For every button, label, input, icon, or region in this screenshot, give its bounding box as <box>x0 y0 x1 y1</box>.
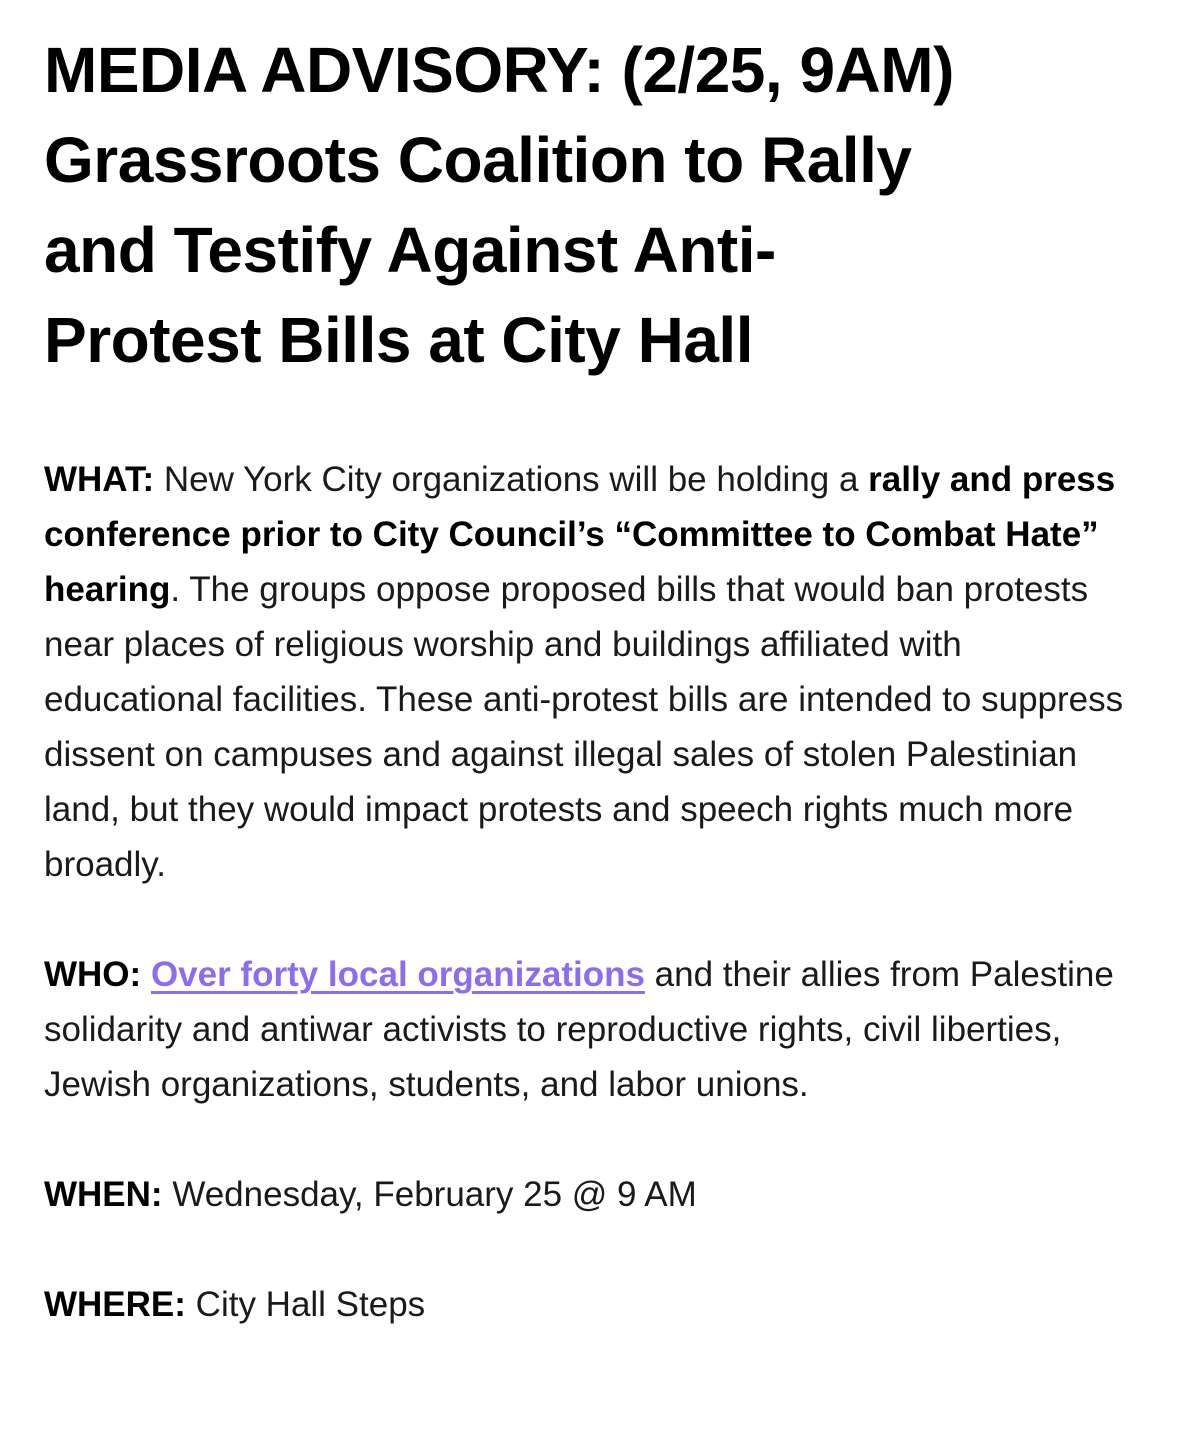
when-section <box>44 1167 1135 1222</box>
where-section <box>44 1277 1135 1332</box>
title-line-1: MEDIA ADVISORY: (2/25, 9AM) <box>44 34 954 106</box>
what-bold-text: rally and press conference prior to City Council’s “Committee to Combat Hate” hearing <box>44 460 1116 609</box>
what-text-before: New York City organizations will be holding a <box>154 460 869 499</box>
when-label: WHEN: <box>44 1175 163 1214</box>
title-line-4: Protest Bills at City Hall <box>44 304 753 376</box>
what-text-after: . The groups oppose proposed bills that would ban protests near places of religious worship and buildings affiliated with educational facilities. These anti-protest bills are intended to suppress dissent on campuses and against illegal sales of stolen Palestinian land, but they would impact protests and speech rights much more broadly. <box>44 570 1124 884</box>
who-label: WHO: <box>44 955 142 994</box>
page-title <box>44 25 1135 385</box>
when-text: Wednesday, February 25 @ 9 AM <box>162 1175 697 1214</box>
where-text: City Hall Steps <box>185 1285 426 1324</box>
what-section <box>44 452 1135 892</box>
organizations-link[interactable]: Over forty local organizations <box>150 955 645 994</box>
who-section <box>44 947 1135 1112</box>
title-line-2: Grassroots Coalition to Rally <box>44 124 912 196</box>
who-text-after: and their allies from Palestine solidarity and antiwar activists to reproductive rights, civil liberties, Jewish organizations, students, and labor unions. <box>44 955 1114 1104</box>
where-label: WHERE: <box>44 1285 186 1324</box>
title-line-3: and Testify Against Anti- <box>44 214 776 286</box>
what-label: WHAT: <box>44 460 155 499</box>
